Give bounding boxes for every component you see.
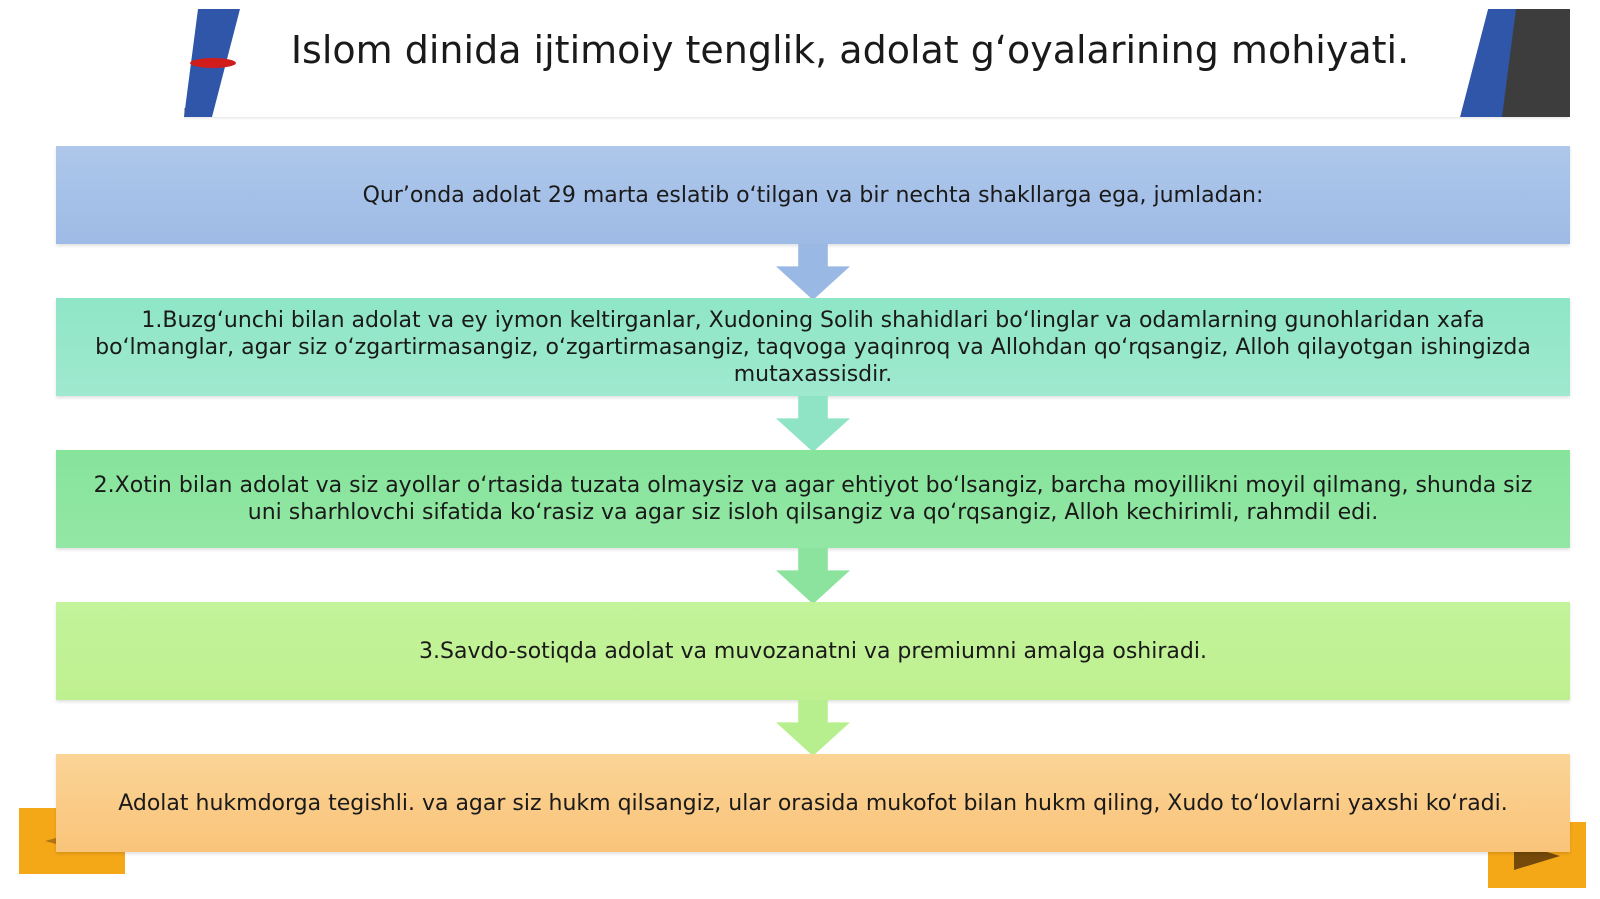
flow-box-item-4 [56,754,1570,852]
flow-box-item-2-text: 2.Xotin bilan adolat va siz ayollar o‘rtasida tuzata olmaysiz va agar ehtiyot bo‘lsangiz, barcha moyillikni moyil qilmang, shunda siz uni sharhlovchi sifatida ko‘rasiz va agar siz isloh qilsangiz va qo‘rqsangiz, Alloh kechirimli, rahmdil edi. [93,473,1533,525]
flow-box-item-3 [56,602,1570,700]
flow-box-item-1-text: 1.Buzg‘unchi bilan adolat va ey iymon keltirganlar, Xudoning Solih shahidlari bo‘linglar va odamlarning gunohlaridan xafa bo‘lmanglar, agar siz o‘zgartirmasangiz, o‘zgartirmasangiz, taqvoga yaqinroq va Allohdan qo‘rqsangiz, Alloh qilayotgan ishingizda mutaxassisdir. [95,307,1531,387]
flow-box-item-3-text: 3.Savdo-sotiqda adolat va muvozanatni va premiumni amalga oshiradi. [419,638,1207,664]
slide-title: Islom dinida ijtimoiy tenglik, adolat g‘oyalarining mohiyati. [290,28,1410,72]
flow-box-item-4-text: Adolat hukmdorga tegishli. va agar siz hukm qilsangiz, ular orasida mukofot bilan hukm qiling, Xudo to‘lovlarni yaxshi ko‘radi. [118,790,1508,816]
red-accent-mark [190,58,236,68]
flow-box-intro [56,146,1570,244]
arrow-down-icon [776,396,850,452]
flow-box-item-1 [56,298,1570,396]
arrow-down-icon [776,548,850,604]
arrow-down-icon [776,700,850,756]
arrow-down-icon [776,244,850,300]
flow-box-intro-text: Qur’onda adolat 29 marta eslatib o‘tilgan va bir nechta shakllarga ega, jumladan: [362,182,1264,208]
flow-box-item-2 [56,450,1570,548]
